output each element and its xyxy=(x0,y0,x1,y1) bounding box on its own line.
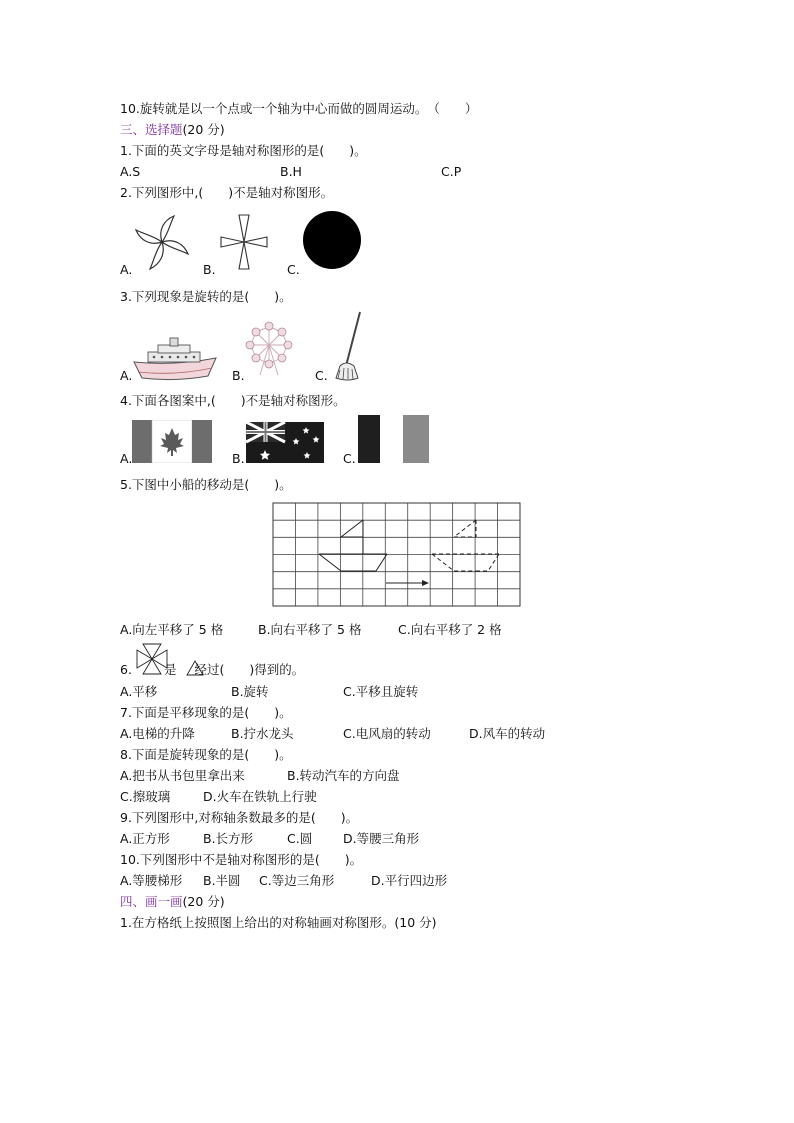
q6-option-a: A.平移 xyxy=(120,684,158,699)
q3-stem: 3.下列现象是旋转的是( )。 xyxy=(120,289,292,304)
q5-option-c: C.向右平移了 2 格 xyxy=(398,622,502,637)
q3-option-a: A. xyxy=(120,368,133,383)
q3-option-b: B. xyxy=(232,368,245,383)
q7-option-b: B.拧水龙头 xyxy=(231,726,294,741)
q10-option-c: C.等边三角形 xyxy=(259,873,335,888)
q6-number: 6. xyxy=(120,662,132,677)
southern-cross-flag-picture xyxy=(246,422,324,463)
q4-option-c: C. xyxy=(343,451,356,466)
q8-option-a: A.把书从书包里拿出来 xyxy=(120,768,245,783)
q5-stem: 5.下图中小船的移动是( )。 xyxy=(120,477,292,492)
q10-option-b: B.半圆 xyxy=(203,873,241,888)
judge-question-10: 10.旋转就是以一个点或一个轴为中心而做的圆周运动。 （ ） xyxy=(120,101,478,116)
four-triangles-figure xyxy=(136,642,168,676)
q5-option-a: A.向左平移了 5 格 xyxy=(120,622,224,637)
mop-picture xyxy=(330,310,364,382)
q1-option-c: C.P xyxy=(441,164,462,179)
q7-option-d: D.风车的转动 xyxy=(469,726,546,741)
q9-option-d: D.等腰三角形 xyxy=(343,831,420,846)
section-4-title: 四、画一画 xyxy=(120,894,183,909)
two-bars-flag-picture xyxy=(358,415,430,465)
q6-option-b: B.旋转 xyxy=(231,684,269,699)
q8-option-d: D.火车在铁轨上行驶 xyxy=(203,789,317,804)
q10-stem: 10.下列图形中不是轴对称图形的是( )。 xyxy=(120,852,363,867)
q8-stem: 8.下面是旋转现象的是( )。 xyxy=(120,747,292,762)
q9-option-a: A.正方形 xyxy=(120,831,170,846)
section-3-title: 三、选择题 xyxy=(120,122,183,137)
ferris-wheel-picture xyxy=(244,319,294,377)
cross-blades-figure xyxy=(219,213,269,271)
section-3-points: (20 分) xyxy=(182,122,225,137)
section-4-heading xyxy=(120,894,225,910)
q2-option-a: A. xyxy=(120,262,133,277)
section-3-heading xyxy=(120,122,225,138)
q7-option-c: C.电风扇的转动 xyxy=(343,726,431,741)
q1-option-b: B.H xyxy=(280,164,302,179)
triangle-figure xyxy=(186,660,204,676)
q1-option-a: A.S xyxy=(120,164,141,179)
q9-option-c: C.圆 xyxy=(287,831,313,846)
boat-translation-grid xyxy=(272,502,522,608)
q8-option-c: C.擦玻璃 xyxy=(120,789,171,804)
q3-option-c: C. xyxy=(315,368,328,383)
q8-option-b: B.转动汽车的方向盘 xyxy=(287,768,400,783)
q2-option-c: C. xyxy=(287,262,300,277)
q1-stem: 1.下面的英文字母是轴对称图形的是( )。 xyxy=(120,143,367,158)
q5-option-b: B.向右平移了 5 格 xyxy=(258,622,362,637)
q2-stem: 2.下列图形中,( )不是轴对称图形。 xyxy=(120,185,334,200)
maple-leaf-flag-picture xyxy=(132,420,212,463)
q6-mid: 是 xyxy=(163,662,177,677)
original-boat xyxy=(319,520,387,571)
q4-option-b: B. xyxy=(232,451,245,466)
q4-option-a: A. xyxy=(120,451,133,466)
q2-option-b: B. xyxy=(203,262,216,277)
section-4-points: (20 分) xyxy=(182,894,225,909)
black-circle-figure xyxy=(302,210,362,270)
q7-option-a: A.电梯的升降 xyxy=(120,726,195,741)
draw-question-1: 1.在方格纸上按照图上给出的对称轴画对称图形。(10 分) xyxy=(120,915,437,930)
moved-boat xyxy=(432,520,499,571)
q6-tail: 经过( )得到的。 xyxy=(194,662,305,677)
q9-stem: 9.下列图形中,对称轴条数最多的是( )。 xyxy=(120,810,359,825)
q10-option-a: A.等腰梯形 xyxy=(120,873,183,888)
q9-option-b: B.长方形 xyxy=(203,831,254,846)
q10-option-d: D.平行四边形 xyxy=(371,873,448,888)
ship-picture xyxy=(132,336,218,382)
q4-stem: 4.下面各图案中,( )不是轴对称图形。 xyxy=(120,393,346,408)
q6-option-c: C.平移且旋转 xyxy=(343,684,419,699)
q7-stem: 7.下面是平移现象的是( )。 xyxy=(120,705,292,720)
pinwheel-curved-figure xyxy=(134,212,190,272)
